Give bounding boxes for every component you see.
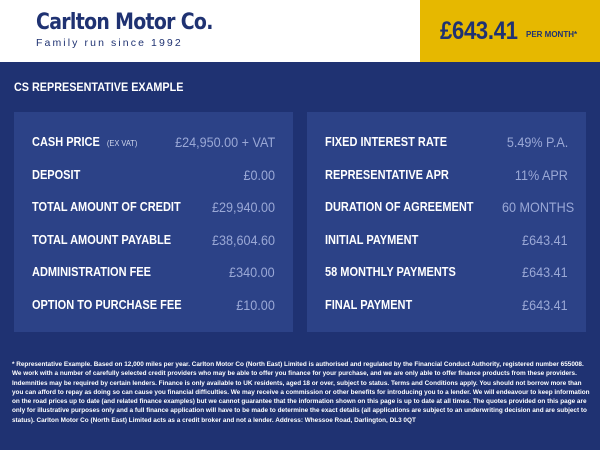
row-label: REPRESENTATIVE APR — [325, 167, 449, 182]
row-label: TOTAL AMOUNT PAYABLE — [32, 232, 172, 247]
finance-row — [32, 256, 275, 289]
row-value: 11% APR — [514, 166, 568, 183]
finance-row — [32, 191, 275, 224]
row-value: £643.41 — [522, 296, 568, 313]
brand-tagline: Family run since 1992 — [36, 37, 183, 49]
row-label: OPTION TO PURCHASE FEE — [32, 297, 182, 312]
row-value: £0.00 — [243, 166, 275, 183]
row-label: DURATION OF AGREEMENT — [325, 200, 474, 215]
brand-logo[interactable] — [36, 11, 242, 49]
row-label: CASH PRICE (EX VAT) — [32, 135, 138, 150]
row-label: INITIAL PAYMENT — [325, 232, 419, 247]
row-label: FINAL PAYMENT — [325, 297, 413, 312]
row-value: £10.00 — [236, 296, 275, 313]
finance-row — [325, 159, 568, 192]
brand-name: Carlton Motor Co. — [36, 10, 213, 35]
section-title: CS REPRESENTATIVE EXAMPLE — [14, 80, 184, 94]
finance-row — [32, 126, 275, 159]
finance-panel-right — [307, 112, 586, 332]
row-value: 5.49% P.A. — [506, 134, 568, 151]
finance-row — [32, 159, 275, 192]
finance-row — [325, 191, 574, 224]
finance-row — [325, 289, 568, 322]
row-note: (EX VAT) — [106, 138, 138, 149]
row-label: 58 MONTHLY PAYMENTS — [325, 265, 456, 280]
row-label: TOTAL AMOUNT OF CREDIT — [32, 200, 181, 215]
row-value: £643.41 — [522, 264, 568, 281]
row-value: 60 MONTHS — [501, 199, 574, 216]
row-value: £29,940.00 — [211, 199, 275, 216]
finance-row — [325, 126, 568, 159]
finance-panel-left — [14, 112, 293, 332]
monthly-price-badge — [420, 0, 600, 62]
row-label: DEPOSIT — [32, 167, 81, 182]
finance-row — [32, 289, 275, 322]
finance-row — [32, 224, 275, 257]
legal-footnote: * Representative Example. Based on 12,000 miles per year. Carlton Motor Co (North East) Limited is authorised and regulated by the Financial Conduct Authority, registered number 655008. We work with a number of carefully selected credit providers who may be able to offer you finance for your purchase, and we are only able to offer finance products from these providers. Indemnities may be required by certain lenders. Finance is only available to UK residents, aged 18 or over, subject to status. Terms and Conditions apply. You should not borrow more than you can afford to repay as doing so can cause you financial difficulties. We may receive a commission or other benefits for introducing you to a lender. We will endeavour to keep information on the road prices up to date (and related finance examples) but we cannot guarantee that the information shown on this page is up to date at all times. The quotes provided on this page are only for illustrative purposes only and a full finance application will have to be made to determine the exact details (all applications are subject to an underwriting decision and are subject to status). Carlton Motor Co (North East) Limited acts as a credit broker and not a lender. Address: Whessoe Road, Darlington, DL3 0QT — [12, 361, 590, 424]
monthly-price-label: PER MONTH* — [526, 29, 578, 39]
row-label: ADMINISTRATION FEE — [32, 265, 151, 280]
row-value: £24,950.00 + VAT — [174, 134, 275, 151]
monthly-price-amount: £643.41 — [440, 16, 518, 45]
finance-row — [325, 224, 568, 257]
row-value: £340.00 — [229, 264, 275, 281]
row-label: FIXED INTEREST RATE — [325, 135, 448, 150]
finance-row — [325, 256, 568, 289]
row-value: £38,604.60 — [211, 231, 275, 248]
row-value: £643.41 — [522, 231, 568, 248]
header — [0, 0, 600, 62]
